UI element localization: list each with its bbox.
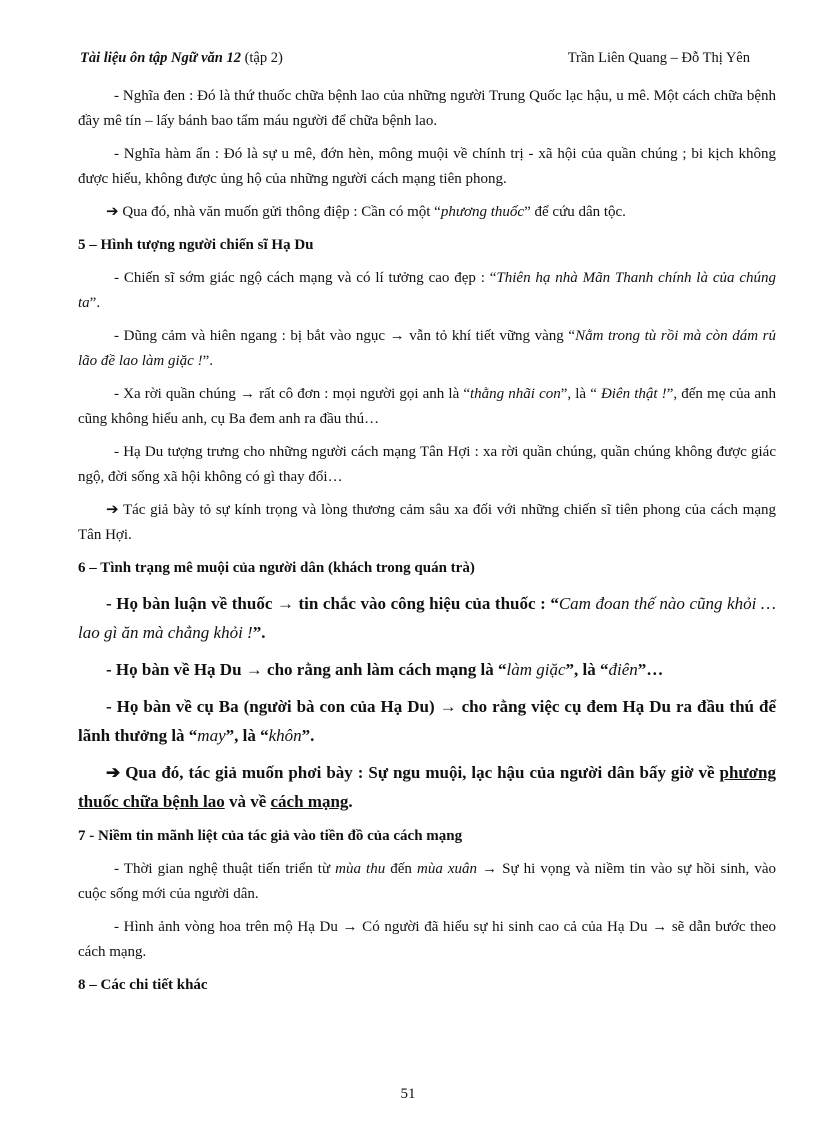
section-heading-7: 7 - Niềm tin mãnh liệt của tác giả vào tiền đồ của cách mạng [78, 828, 463, 844]
page-number: 51 [400, 1086, 416, 1102]
paragraph-message: ➔ Qua đó, nhà văn muốn gửi thông điệp : Cần có một “phương thuốc” để cứu dân tộc. [106, 204, 626, 220]
arrow-icon: → [276, 594, 294, 613]
paragraph-hidden-meaning: - Nghĩa hàm ẩn : Đó là sự u mê, đớn hèn, mông muội về chính trị - xã hội của quần chúng ; bi kịch không được hiểu, không được ủng hộ của những người cách mạng tiên phong. [78, 146, 776, 187]
arrow-icon: ➔ [106, 204, 119, 220]
paragraph-brave: - Dũng cảm và hiên ngang : bị bắt vào ngục → vẫn tỏ khí tiết vững vàng “Nằm trong tù rồi mà còn dám rủ lão đề lao làm giặc !”. [78, 328, 776, 369]
book-title: Tài liệu ôn tập Ngữ văn 12 (tập 2) [80, 50, 283, 66]
arrow-icon: → [239, 386, 255, 402]
paragraph-enlightened: - Chiến sĩ sớm giác ngộ cách mạng và có lí tưởng cao đẹp : “Thiên hạ nhà Mãn Thanh chính là của chúng ta”. [78, 270, 776, 311]
arrow-icon: ➔ [106, 763, 121, 782]
arrow-icon: → [389, 328, 405, 344]
paragraph-time: - Thời gian nghệ thuật tiến triển từ mùa thu đến mùa xuân → Sự hi vọng và niềm tin vào sự hồi sinh, vào cuộc sống mới của người dân. [78, 861, 776, 902]
paragraph-grandpa-talk: - Họ bàn về cụ Ba (người bà con của Hạ Du) → cho rằng việc cụ đem Hạ Du ra đầu thú để lãnh thưởng là “may”, là “khôn”. [78, 697, 776, 745]
page-header [80, 50, 758, 70]
page-content [78, 84, 776, 1006]
section-heading-8: 8 – Các chi tiết khác [78, 977, 208, 993]
paragraph-author-respect: ➔ Tác giả bày tỏ sự kính trọng và lòng thương cảm sâu xa đối với những chiến sĩ tiên phong của cách mạng Tân Hợi. [78, 502, 776, 543]
paragraph-isolated: - Xa rời quần chúng → rất cô đơn : mọi người gọi anh là “thằng nhãi con”, là “ Điên thật !”, đến mẹ của anh cũng không hiểu anh, cụ Ba đem anh ra đầu thú… [78, 386, 776, 427]
section-heading-5: 5 – Hình tượng người chiến sĩ Hạ Du [78, 237, 314, 253]
paragraph-literal-meaning: - Nghĩa đen : Đó là thứ thuốc chữa bệnh lao của những người Trung Quốc lạc hậu, u mê. Một cách chữa bệnh đầy mê tín – lấy bánh bao tẩm máu người để chữa bệnh lao. [78, 88, 776, 129]
arrow-icon: → [342, 919, 358, 935]
arrow-icon: ➔ [106, 502, 119, 518]
arrow-icon: → [482, 861, 498, 877]
section-heading-6: 6 – Tình trạng mê muội của người dân (khách trong quán trà) [78, 560, 475, 576]
arrow-icon: → [439, 697, 457, 716]
arrow-icon: → [652, 919, 668, 935]
paragraph-symbol: - Hạ Du tượng trưng cho những người cách mạng Tân Hợi : xa rời quần chúng, quần chúng không được giác ngộ, đời sống xã hội không có gì thay đổi… [78, 444, 776, 485]
authors: Trần Liên Quang – Đỗ Thị Yên [567, 50, 750, 66]
paragraph-hadu-talk: - Họ bàn về Hạ Du → cho rằng anh làm cách mạng là “làm giặc”, là “điên”… [106, 660, 664, 679]
paragraph-medicine-talk: - Họ bàn luận về thuốc → tin chắc vào công hiệu của thuốc : “Cam đoan thế nào cũng khỏi … lao gì ăn mà chẳng khỏi !”. [78, 594, 776, 642]
paragraph-expose: ➔ Qua đó, tác giả muốn phơi bày : Sự ngu muội, lạc hậu của người dân bấy giờ về phương thuốc chữa bệnh lao và về cách mạng. [78, 763, 776, 811]
paragraph-wreath: - Hình ảnh vòng hoa trên mộ Hạ Du → Có người đã hiểu sự hi sinh cao cả của Hạ Du → sẽ dẫn bước theo cách mạng. [78, 919, 777, 960]
arrow-icon: → [245, 660, 263, 679]
